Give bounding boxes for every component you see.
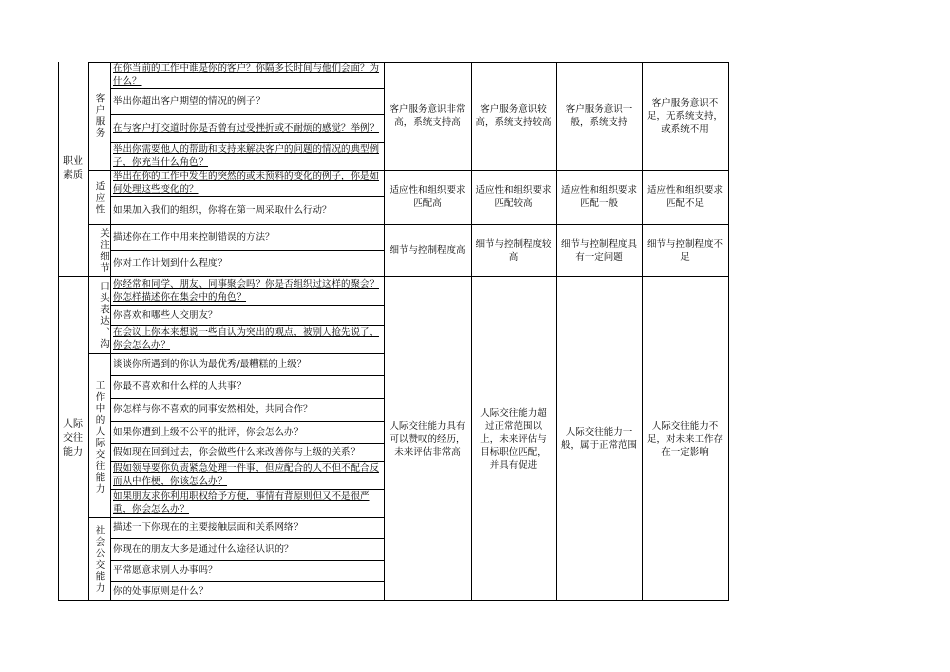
question-row: 如果加入我们的组织，你将在第一周采取什么行动？ bbox=[113, 204, 332, 216]
grid-line bbox=[110, 461, 384, 462]
grid-line bbox=[556, 62, 557, 601]
rating-cell: 人际交往能力一般，属于正常范围 bbox=[561, 427, 638, 451]
question-row: 在你当前的工作中谁是你的客户？你隔多长时间与他们会面？为什么？ bbox=[113, 63, 380, 87]
question-row: 描述一下你现在的主要接触层面和关系网络？ bbox=[113, 522, 304, 533]
subsection-workplace: 工作中的人际交往能力 bbox=[93, 379, 105, 495]
subsection-social: 社会公交能力 bbox=[93, 525, 105, 594]
grid-line bbox=[110, 196, 384, 197]
question-row: 平常愿意求别人办事吗？ bbox=[113, 565, 218, 576]
grid-line bbox=[110, 88, 384, 89]
rating-cell: 细节与控制程度具有一定问题 bbox=[560, 238, 637, 263]
rating-cell: 适应性和组织要求匹配不足 bbox=[646, 185, 723, 209]
rating-cell: 客户服务意识不足，无系统支持，或系统不用 bbox=[646, 97, 723, 135]
question-row: 你最不喜欢和什么样的人共事？ bbox=[113, 381, 247, 392]
rating-cell: 人际交往能力具有可以赞叹的经历，未来评估非常高 bbox=[389, 420, 466, 458]
grid-line bbox=[471, 62, 472, 601]
rating-cell: 细节与控制程度高 bbox=[389, 245, 466, 256]
section-interpersonal: 人际交往能力 bbox=[63, 419, 83, 458]
grid-line bbox=[88, 353, 384, 354]
subsection-adaptability: 适应性 bbox=[93, 180, 105, 216]
grid-line bbox=[110, 375, 384, 376]
question-row: 在会议上你本来想说一些自认为突出的观点，被别人抢先说了，你会怎么办？ bbox=[113, 327, 380, 351]
grid-line bbox=[110, 581, 384, 582]
question-row: 描述你在工作中用来控制错误的方法？ bbox=[113, 231, 275, 243]
question-row: 你经常和同学、朋友、同事聚会吗？你是否组织过这样的聚会？你怎样描述你在集会中的角色？ bbox=[113, 279, 380, 303]
question-row: 你的处事原则是什么？ bbox=[113, 585, 209, 597]
question-row: 举出在你的工作中发生的突然的或未预料的变化的例子，你是如何处理这些变化的？ bbox=[113, 171, 380, 195]
question-row: 你怎样与你不喜欢的同事安然相处，共同合作？ bbox=[113, 404, 313, 415]
question-row: 你现在的朋友大多是通过什么途径认识的？ bbox=[113, 543, 294, 555]
grid-line bbox=[110, 305, 384, 306]
subsection-detail: 关注细节 bbox=[98, 228, 109, 274]
grid-line bbox=[110, 250, 384, 251]
grid-line bbox=[110, 538, 384, 539]
subsection-oral: 口头表达、沟 bbox=[98, 280, 109, 350]
question-row: 举出你需要他人的帮助和支持来解决客户的问题的情况的典型例子，你充当什么角色？ bbox=[113, 144, 380, 168]
rating-cell: 适应性和组织要求匹配高 bbox=[389, 185, 466, 209]
rating-cell: 适应性和组织要求匹配一般 bbox=[560, 185, 637, 209]
question-row: 你对工作计划到什么程度？ bbox=[113, 258, 228, 269]
rating-cell: 人际交往能力不足，对未来工作存在一定影响 bbox=[647, 420, 724, 458]
grid-line bbox=[110, 560, 384, 561]
rating-cell: 细节与控制程度不足 bbox=[646, 238, 723, 263]
question-row: 你喜欢和哪些人交朋友？ bbox=[113, 309, 218, 321]
rating-cell: 人际交往能力超过正常范围以上，未来评估与目标职位匹配，并具有促进 bbox=[480, 407, 547, 471]
grid-line bbox=[110, 489, 384, 490]
grid-line bbox=[88, 224, 729, 225]
rating-cell: 客户服务意识一般，系统支持 bbox=[565, 104, 633, 128]
grid-line bbox=[110, 142, 384, 143]
grid-line bbox=[110, 443, 384, 444]
section-career: 职业素质 bbox=[63, 156, 83, 181]
question-row: 谈谈你所遇到的你认为最优秀/最糟糕的上级？ bbox=[113, 358, 307, 370]
grid-line bbox=[58, 276, 729, 277]
grid-line bbox=[58, 62, 59, 601]
question-row: 如果朋友求你利用职权给予方便，事情有背原则但又不是很严重，你会怎么办？ bbox=[113, 491, 370, 515]
grid-line bbox=[642, 62, 643, 601]
question-row: 在与客户打交道时你是否曾有过受挫折或不耐烦的感觉？举例？ bbox=[113, 122, 380, 134]
grid-line bbox=[110, 421, 384, 422]
grid-line bbox=[88, 517, 384, 518]
question-row: 假如领导要你负责紧急处理一件事，但应配合的人不但不配合反而从中作梗，你该怎么办？ bbox=[113, 463, 380, 487]
grid-line bbox=[110, 398, 384, 399]
grid-line bbox=[110, 114, 384, 115]
grid-line bbox=[88, 170, 729, 171]
rating-cell: 细节与控制程度较高 bbox=[475, 238, 552, 263]
rating-cell: 客户服务意识较高，系统支持较高 bbox=[475, 104, 552, 128]
grid-line bbox=[88, 62, 729, 63]
rating-cell: 客户服务意识非常高，系统支持高 bbox=[389, 104, 466, 128]
rating-cell: 适应性和组织要求匹配较高 bbox=[475, 185, 552, 209]
grid-line bbox=[58, 600, 729, 601]
grid-line bbox=[384, 62, 385, 601]
question-row: 假如现在回到过去，你会做些什么来改善你与上级的关系？ bbox=[113, 446, 361, 458]
grid-line bbox=[110, 325, 384, 326]
grid-line bbox=[88, 62, 89, 601]
subsection-customer-service: 客户服务 bbox=[93, 93, 105, 139]
question-row: 如果你遭到上级不公平的批评，你会怎么办？ bbox=[113, 426, 304, 438]
question-row: 举出你超出客户期望的情况的例子？ bbox=[113, 95, 266, 107]
grid-line bbox=[728, 62, 729, 601]
